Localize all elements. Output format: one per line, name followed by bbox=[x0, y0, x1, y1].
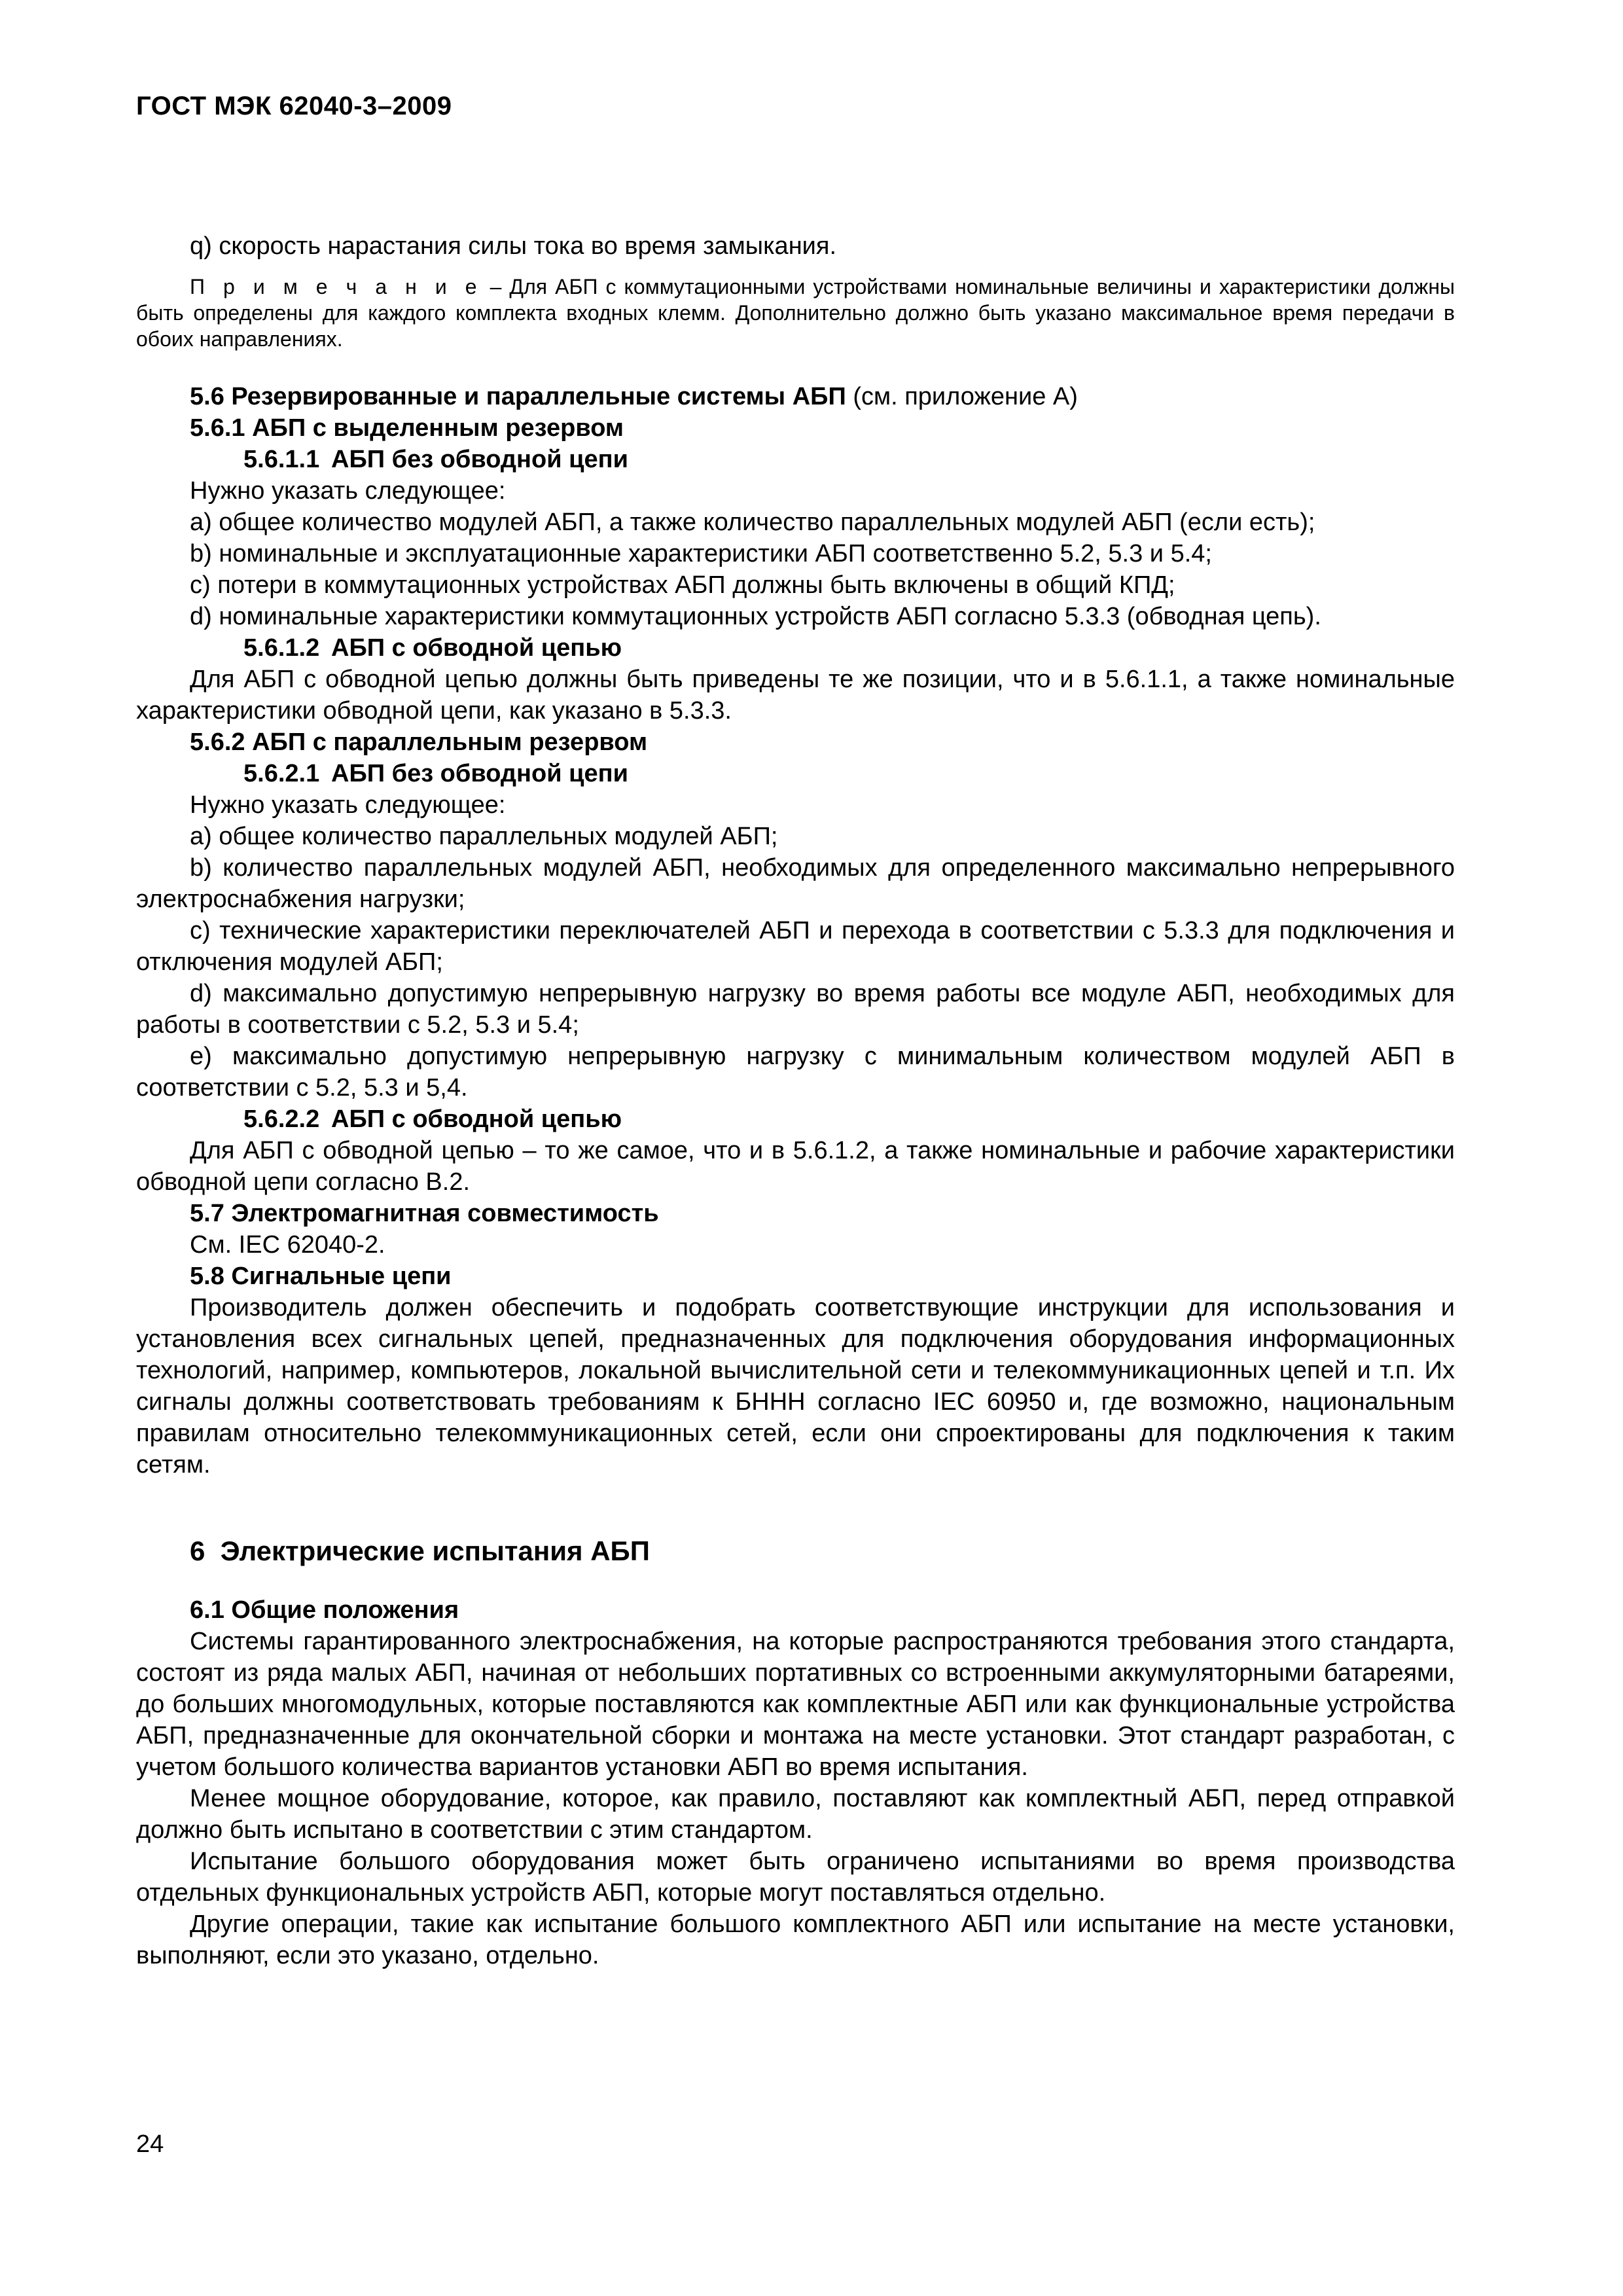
heading-5-6-2-1-title: АБП без обводной цепи bbox=[331, 760, 628, 787]
page-number: 24 bbox=[136, 2130, 164, 2158]
heading-5-8 bbox=[136, 1261, 1455, 1292]
heading-5-6-1-1 bbox=[136, 444, 1455, 475]
s5-6-2-2-text: Для АБП с обводной цепью – то же самое, что и в 5.6.1.2, а также номинальные и рабочие характеристики обводной цепи согласно В.2. bbox=[136, 1137, 1455, 1196]
heading-6-1 bbox=[136, 1594, 1455, 1626]
heading-5-6-num: 5.6 bbox=[190, 383, 224, 410]
s5-8-text: Производитель должен обеспечить и подобрать соответствующие инструкции для использования и установления всех сигнальных цепей, предназначенных для подключения оборудования информационных технологий, например, компьютеров, локальной вычислительной сети и телекоммуникационных цепей и т.п. Их сигналы должны соответствовать требованиям к БННН согласно IEC 60950 и, где возможно, национальным правилам относительно телекоммуникационных сетей, если они спроектированы для подключения к таким сетям. bbox=[136, 1294, 1455, 1479]
heading-5-6-1 bbox=[136, 412, 1455, 444]
heading-5-6-2-title: АБП с параллельным резервом bbox=[252, 728, 648, 756]
heading-5-6-2-num: 5.6.2 bbox=[190, 728, 245, 756]
heading-5-6-2-2-num: 5.6.2.2 bbox=[243, 1105, 320, 1133]
heading-6-1-title: Общие положения bbox=[231, 1596, 459, 1624]
heading-5-7-title: Электромагнитная совместимость bbox=[231, 1200, 659, 1227]
s6-1-paragraph-1: Системы гарантированного электроснабжения, на которые распространяются требования этого стандарта, состоят из ряда малых АБП, начиная от небольших портативных со встроенными аккумуляторными батареями, до больших многомодульных, которые поставляются как комплектные АБП или как функциональные устройства АБП, предназначенные для окончательной сборки и монтажа на месте установки. Этот стандарт разработан, с учетом большого количества вариантов установки АБП во время испытания. bbox=[136, 1628, 1455, 1781]
heading-6-title: Электрические испытания АБП bbox=[220, 1535, 650, 1566]
heading-5-6-tail: (см. приложение А) bbox=[846, 383, 1078, 410]
section-5-block bbox=[136, 381, 1455, 1480]
note-label: П р и м е ч а н и е bbox=[190, 275, 482, 298]
heading-5-6-1-1-title: АБП без обводной цепи bbox=[331, 446, 628, 473]
s5-6-1-1-item-d: d) номинальные характеристики коммутационных устройств АБП согласно 5.3.3 (обводная цепь). bbox=[190, 603, 1321, 630]
note-text: – Для АБП с коммутационными устройствами номинальные величины и характеристики должны быть определены для каждого комплекта входных клемм. Дополнительно должно быть указано максимальное время передачи в обоих направлениях. bbox=[136, 275, 1455, 351]
heading-5-8-num: 5.8 bbox=[190, 1263, 224, 1290]
intro-block bbox=[136, 230, 1455, 352]
s5-6-2-1-item-d: d) максимально допустимую непрерывную нагрузку во время работы все модуле АБП, необходимых для работы в соответствии с 5.2, 5.3 и 5.4; bbox=[136, 980, 1455, 1039]
s6-1-paragraph-2: Менее мощное оборудование, которое, как правило, поставляют как комплектный АБП, перед отправкой должно быть испытано в соответствии с этим стандартом. bbox=[136, 1785, 1455, 1844]
item-q: q) скорость нарастания силы тока во время замыкания. bbox=[190, 232, 837, 260]
heading-5-6-2-1 bbox=[136, 758, 1455, 789]
s5-6-1-1-item-a: a) общее количество модулей АБП, а также количество параллельных модулей АБП (если есть); bbox=[190, 509, 1315, 536]
s5-6-2-1-item-a: a) общее количество параллельных модулей АБП; bbox=[190, 823, 778, 850]
s5-6-1-1-item-c: c) потери в коммутационных устройствах АБП должны быть включены в общий КПД; bbox=[190, 571, 1175, 599]
heading-5-6 bbox=[136, 381, 1455, 412]
heading-5-6-2-2 bbox=[136, 1103, 1455, 1135]
s5-6-2-1-intro: Нужно указать следующее: bbox=[190, 791, 506, 819]
heading-5-6-2 bbox=[136, 726, 1455, 758]
heading-5-8-title: Сигнальные цепи bbox=[231, 1263, 452, 1290]
heading-6-1-num: 6.1 bbox=[190, 1596, 224, 1624]
s5-7-text: См. IEC 62040-2. bbox=[190, 1231, 385, 1259]
s5-6-1-2-text: Для АБП с обводной цепью должны быть приведены те же позиции, что и в 5.6.1.1, а также номинальные характеристики обводной цепи, как указано в 5.3.3. bbox=[136, 666, 1455, 725]
s6-1-paragraph-4: Другие операции, такие как испытание большого комплектного АБП или испытание на месте установки, выполняют, если это указано, отдельно. bbox=[136, 1910, 1455, 1969]
heading-5-6-1-num: 5.6.1 bbox=[190, 414, 245, 442]
heading-5-7-num: 5.7 bbox=[190, 1200, 224, 1227]
s5-6-1-1-intro: Нужно указать следующее: bbox=[190, 477, 506, 505]
document-header: ГОСТ МЭК 62040-3–2009 bbox=[136, 92, 452, 120]
section-6-block bbox=[136, 1533, 1455, 1971]
heading-5-6-1-2 bbox=[136, 632, 1455, 664]
s5-6-2-1-item-e: e) максимально допустимую непрерывную нагрузку с минимальным количеством модулей АБП в соответствии с 5.2, 5.3 и 5,4. bbox=[136, 1043, 1455, 1102]
s5-6-2-1-item-b: b) количество параллельных модулей АБП, необходимых для определенного максимально непрерывного электроснабжения нагрузки; bbox=[136, 854, 1455, 913]
heading-6 bbox=[136, 1533, 1455, 1570]
heading-5-6-1-1-num: 5.6.1.1 bbox=[243, 446, 320, 473]
note-paragraph bbox=[136, 274, 1455, 352]
s5-6-1-1-item-b: b) номинальные и эксплуатационные характеристики АБП соответственно 5.2, 5.3 и 5.4; bbox=[190, 540, 1212, 567]
s6-1-paragraph-3: Испытание большого оборудования может быть ограничено испытаниями во время производства отдельных функциональных устройств АБП, которые могут поставляться отдельно. bbox=[136, 1848, 1455, 1907]
heading-5-6-2-2-title: АБП с обводной цепью bbox=[331, 1105, 622, 1133]
heading-5-6-2-1-num: 5.6.2.1 bbox=[243, 760, 320, 787]
heading-5-6-1-2-title: АБП с обводной цепью bbox=[331, 634, 622, 662]
heading-5-7 bbox=[136, 1198, 1455, 1229]
s5-6-2-1-item-c: c) технические характеристики переключателей АБП и перехода в соответствии с 5.3.3 для подключения и отключения модулей АБП; bbox=[136, 917, 1455, 976]
heading-5-6-1-title: АБП с выделенным резервом bbox=[252, 414, 624, 442]
heading-5-6-title: Резервированные и параллельные системы АБП bbox=[231, 383, 846, 410]
heading-6-num: 6 bbox=[190, 1535, 205, 1566]
heading-5-6-1-2-num: 5.6.1.2 bbox=[243, 634, 320, 662]
